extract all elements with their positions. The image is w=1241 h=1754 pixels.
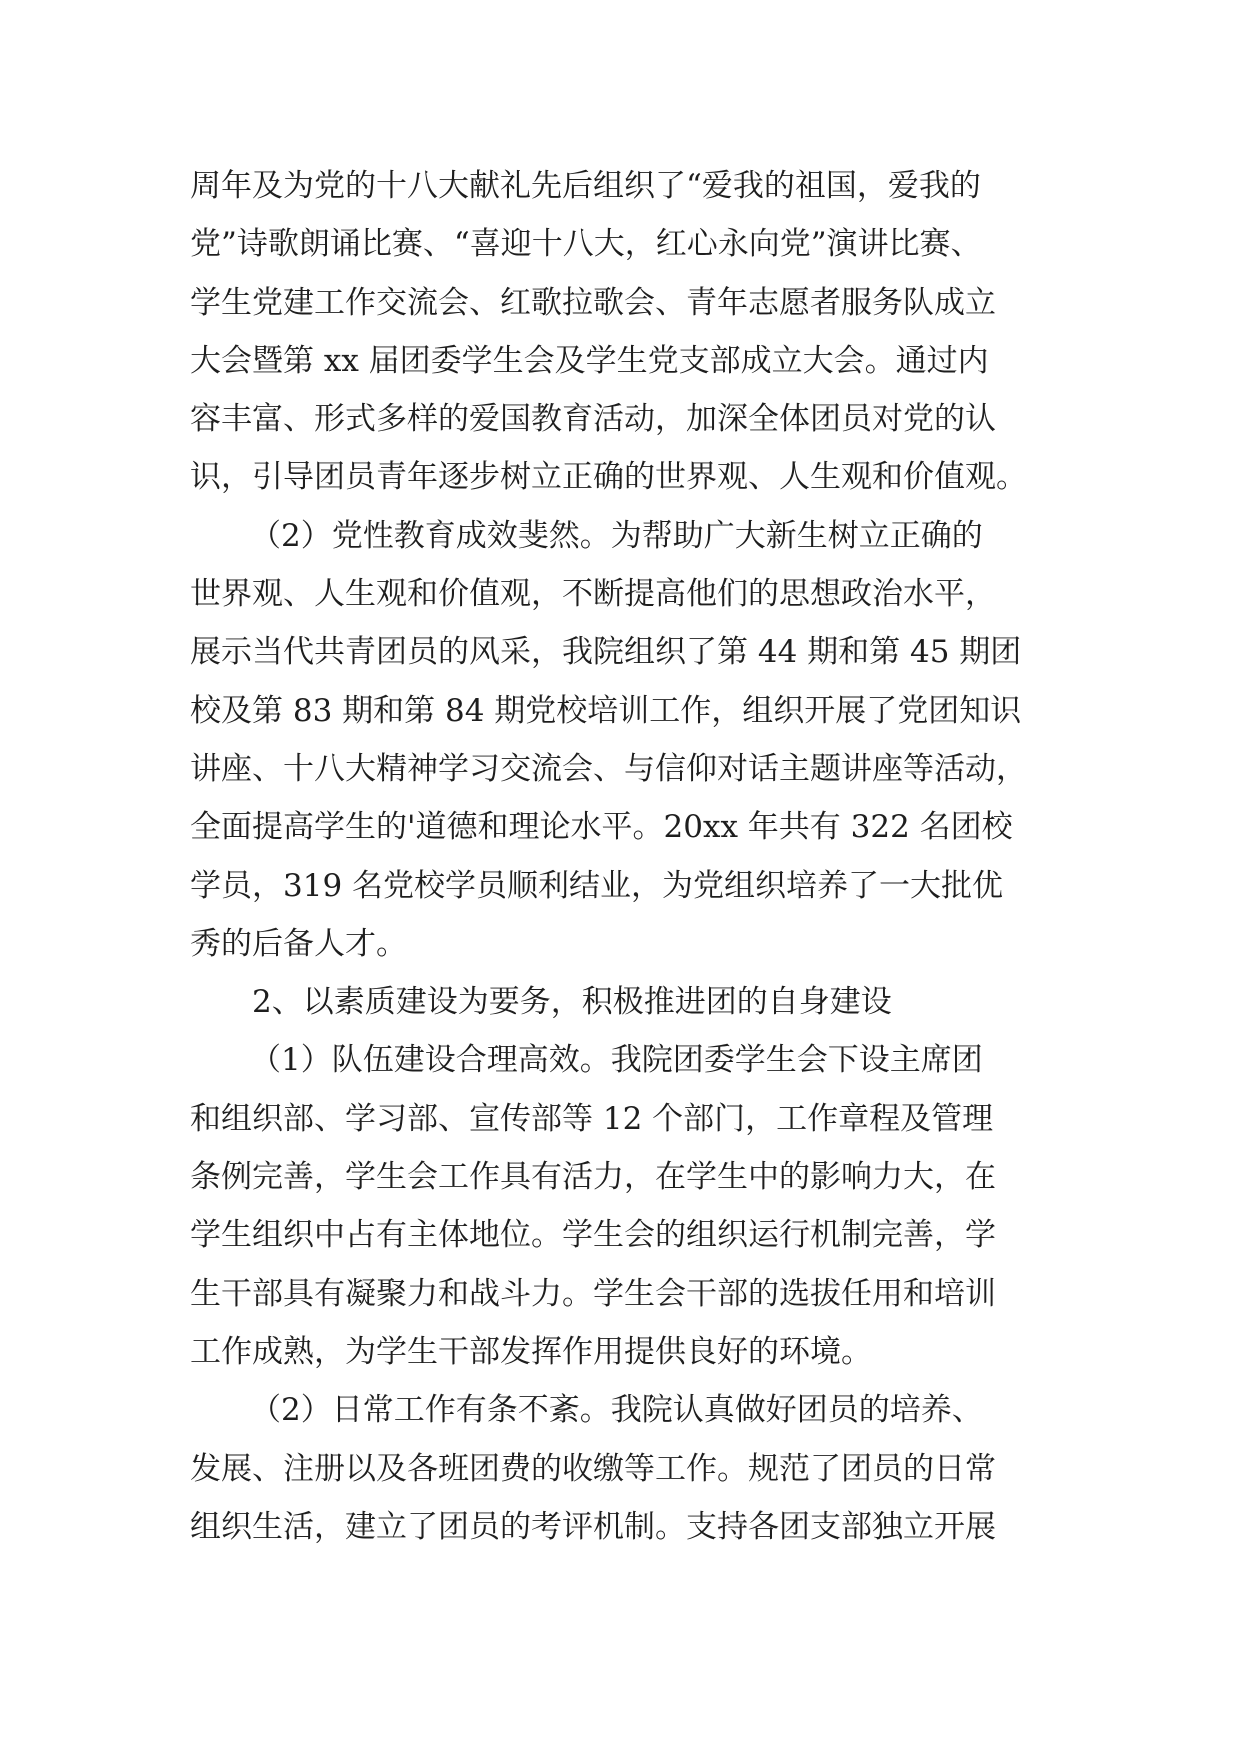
- text-line: 生干部具有凝聚力和战斗力。学生会干部的选拔任用和培训: [190, 1275, 996, 1312]
- text-line: 发展、注册以及各班团费的收缴等工作。规范了团员的日常: [190, 1450, 996, 1487]
- text-line: 学生党建工作交流会、红歌拉歌会、青年志愿者服务队成立: [190, 284, 996, 321]
- paragraph-start-line: （2）日常工作有条不紊。我院认真做好团员的培养、: [250, 1392, 983, 1429]
- text-line: 大会暨第 xx 届团委学生会及学生党支部成立大会。通过内: [190, 342, 989, 379]
- text-line: 校及第 83 期和第 84 期党校培训工作，组织开展了党团知识: [190, 692, 1022, 729]
- text-line: 讲座、十八大精神学习交流会、与信仰对话主题讲座等活动，: [190, 750, 1027, 787]
- text-line: 学员，319 名党校学员顺利结业，为党组织培养了一大批优: [190, 867, 1004, 904]
- text-line: 展示当代共青团员的风采，我院组织了第 44 期和第 45 期团: [190, 634, 1022, 671]
- text-line: 容丰富、形式多样的爱国教育活动，加深全体团员对党的认: [190, 401, 996, 438]
- text-line: 识，引导团员青年逐步树立正确的世界观、人生观和价值观。: [190, 459, 1027, 496]
- text-line: 全面提高学生的'道德和理论水平。20xx 年共有 322 名团校: [190, 809, 1013, 846]
- text-line: 和组织部、学习部、宣传部等 12 个部门，工作章程及管理: [190, 1100, 994, 1137]
- text-line: 学生组织中占有主体地位。学生会的组织运行机制完善，学: [190, 1217, 996, 1254]
- document-body: [190, 157, 1050, 1556]
- paragraph-start-line: （2）党性教育成效斐然。为帮助广大新生树立正确的: [250, 517, 983, 554]
- paragraph-start-line: （1）队伍建设合理高效。我院团委学生会下设主席团: [250, 1042, 983, 1079]
- text-line: 秀的后备人才。: [190, 925, 407, 962]
- text-line: 世界观、人生观和价值观，不断提高他们的思想政治水平，: [190, 576, 996, 613]
- text-line: 党”诗歌朗诵比赛、“喜迎十八大，红心永向党”演讲比赛、: [190, 226, 982, 263]
- text-line: 周年及为党的十八大献礼先后组织了“爱我的祖国，爱我的: [190, 168, 981, 204]
- text-line: 条例完善，学生会工作具有活力，在学生中的影响力大，在: [190, 1159, 996, 1196]
- section-heading: 2、以素质建设为要务，积极推进团的自身建设: [252, 984, 892, 1021]
- text-line: 组织生活，建立了团员的考评机制。支持各团支部独立开展: [190, 1508, 996, 1545]
- text-line: 工作成熟，为学生干部发挥作用提供良好的环境。: [190, 1333, 872, 1370]
